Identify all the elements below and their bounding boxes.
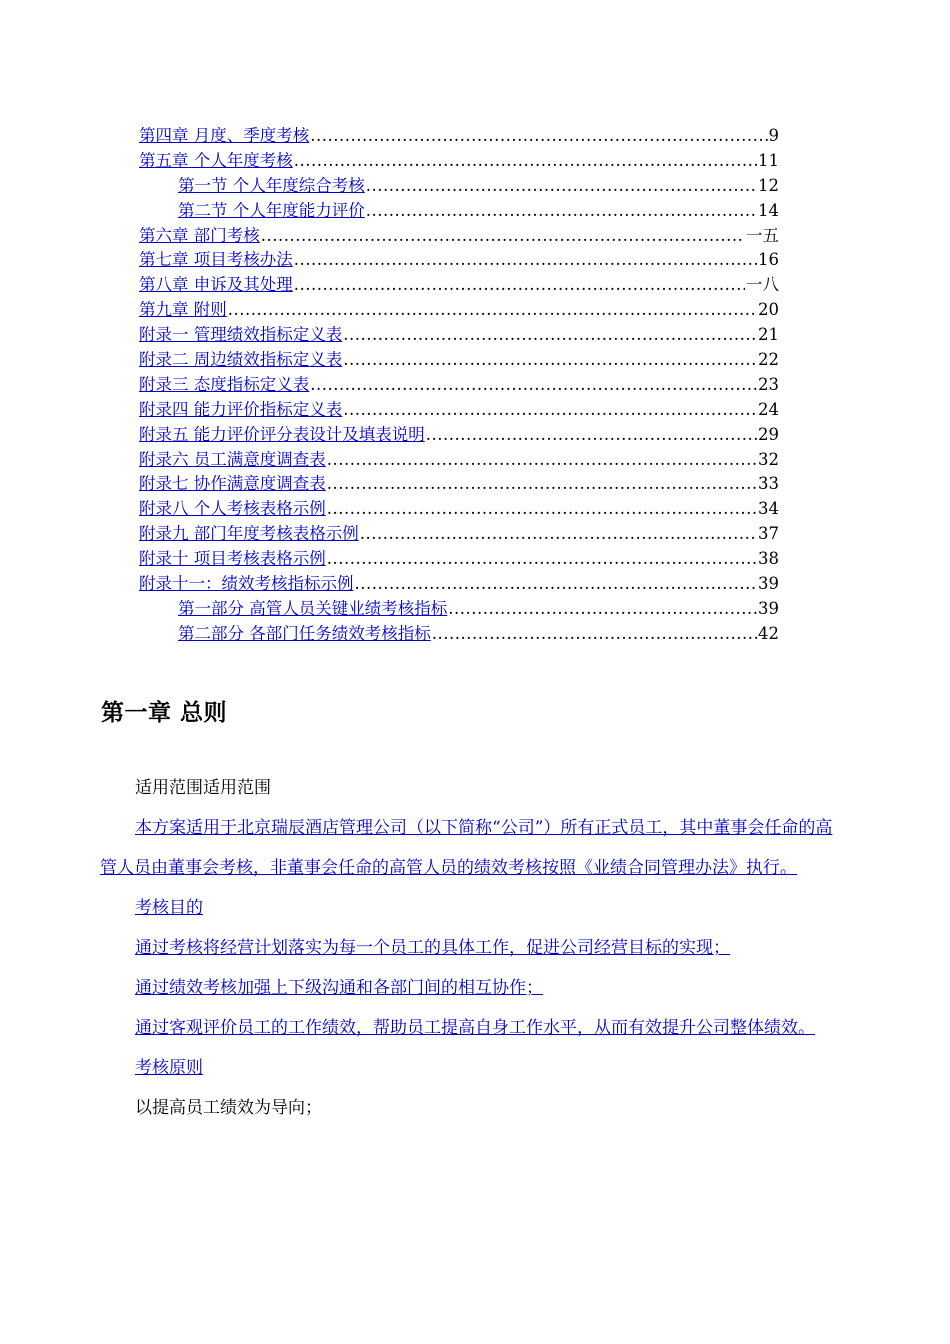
toc-entry-page: 20: [758, 300, 779, 320]
toc-entry-page: 16: [758, 250, 779, 270]
toc-entry-title[interactable]: 第一节 个人年度综合考核: [178, 175, 365, 195]
toc-entry[interactable]: [139, 273, 779, 298]
toc-entry[interactable]: [139, 323, 779, 348]
toc-leader-dots: [343, 323, 757, 348]
toc-entry-title[interactable]: 第四章 月度、季度考核: [139, 125, 310, 145]
toc-leader-dots: [426, 423, 757, 448]
toc-leader-dots: [294, 248, 757, 273]
toc-entry-page: 34: [758, 499, 779, 519]
table-of-contents: [139, 124, 779, 647]
toc-entry[interactable]: [139, 448, 779, 473]
toc-entry-page: 32: [758, 449, 779, 469]
toc-entry-title[interactable]: 第五章 个人年度考核: [139, 150, 293, 170]
toc-entry-title[interactable]: 附录四 能力评价指标定义表: [139, 399, 343, 419]
toc-leader-dots: [355, 572, 758, 597]
toc-entry-title[interactable]: 附录八 个人考核表格示例: [139, 499, 326, 519]
toc-entry-page: 38: [758, 549, 779, 569]
toc-entry[interactable]: [139, 572, 779, 597]
toc-entry-title[interactable]: 第八章 申诉及其处理: [139, 275, 293, 295]
scope-paragraph: [100, 808, 838, 888]
toc-leader-dots: [327, 448, 757, 473]
section-heading-scope: 适用范围适用范围: [135, 778, 271, 798]
toc-entry-title[interactable]: 第九章 附则: [139, 300, 227, 320]
toc-entry-title[interactable]: 第七章 项目考核办法: [139, 250, 293, 270]
toc-entry[interactable]: [139, 199, 779, 224]
purpose-item: 通过绩效考核加强上下级沟通和各部门间的相互协作；: [135, 978, 543, 998]
toc-entry-title[interactable]: 第二节 个人年度能力评价: [178, 200, 365, 220]
toc-entry-page: 23: [758, 374, 779, 394]
toc-leader-dots: [327, 547, 757, 572]
toc-entry-page: 42: [758, 623, 779, 643]
toc-entry-page: 12: [758, 175, 779, 195]
toc-entry-title[interactable]: 第一部分 高管人员关键业绩考核指标: [178, 598, 448, 618]
toc-entry[interactable]: [139, 174, 779, 199]
toc-entry[interactable]: [139, 298, 779, 323]
toc-leader-dots: [360, 522, 757, 547]
toc-entry-title[interactable]: 附录一 管理绩效指标定义表: [139, 325, 343, 345]
purpose-item: 通过考核将经营计划落实为每一个员工的具体工作，促进公司经营目标的实现；: [135, 938, 730, 958]
toc-entry[interactable]: [139, 622, 779, 647]
toc-entry-title[interactable]: 附录六 员工满意度调查表: [139, 449, 326, 469]
purpose-item: 通过客观评价员工的工作绩效，帮助员工提高自身工作水平，从而有效提升公司整体绩效。: [135, 1018, 815, 1038]
toc-entry[interactable]: [139, 224, 779, 249]
toc-entry[interactable]: [139, 497, 779, 522]
toc-leader-dots: [294, 149, 757, 174]
toc-leader-dots: [366, 174, 757, 199]
section-heading-purpose: 考核目的: [135, 898, 203, 918]
toc-entry[interactable]: [139, 149, 779, 174]
toc-entry-title[interactable]: 附录十 项目考核表格示例: [139, 549, 326, 569]
toc-entry[interactable]: [139, 248, 779, 273]
toc-entry-page: 39: [758, 598, 779, 618]
section-heading-principle: 考核原则: [135, 1058, 203, 1078]
toc-entry-page: 21: [758, 325, 779, 345]
toc-leader-dots: [228, 298, 757, 323]
toc-entry-title[interactable]: 附录十一：绩效考核指标示例: [139, 574, 354, 594]
toc-entry-page: 39: [758, 574, 779, 594]
toc-entry-title[interactable]: 附录二 周边绩效指标定义表: [139, 350, 343, 369]
toc-entry-title[interactable]: 附录五 能力评价评分表设计及填表说明: [139, 424, 425, 444]
toc-leader-dots: [327, 472, 757, 497]
toc-entry[interactable]: [139, 373, 779, 398]
toc-entry-page: 24: [758, 399, 779, 419]
toc-leader-dots: [261, 224, 745, 249]
toc-entry-page: 9: [768, 125, 779, 145]
toc-entry[interactable]: [139, 398, 779, 423]
toc-entry-title[interactable]: 附录三 态度指标定义表: [139, 374, 310, 394]
toc-entry-title[interactable]: 第六章 部门考核: [139, 225, 260, 245]
toc-entry-page: 33: [758, 474, 779, 494]
toc-leader-dots: [294, 273, 745, 298]
toc-entry[interactable]: [139, 522, 779, 547]
toc-entry-page: 22: [758, 350, 779, 369]
toc-entry-page: 一八: [746, 275, 779, 295]
toc-entry[interactable]: [139, 547, 779, 572]
toc-entry-title[interactable]: 附录九 部门年度考核表格示例: [139, 524, 359, 544]
toc-leader-dots: [310, 124, 767, 149]
toc-entry[interactable]: [139, 423, 779, 448]
principle-item: 以提高员工绩效为导向；: [135, 1098, 322, 1118]
toc-entry-title[interactable]: 第二部分 各部门任务绩效考核指标: [178, 623, 431, 643]
toc-entry[interactable]: [139, 348, 779, 373]
toc-entry-page: 14: [758, 200, 779, 220]
scope-text[interactable]: 本方案适用于北京瑞辰酒店管理公司（以下简称“公司”）所有正式员工，其中董事会任命的高管人员由董事会考核，非董事会任命的高管人员的绩效考核按照《业绩合同管理办法》执行。: [100, 818, 833, 878]
toc-entry[interactable]: [139, 472, 779, 497]
toc-leader-dots: [327, 497, 757, 522]
chapter-title: 第一章 总则: [101, 700, 228, 726]
toc-entry-page: 一五: [746, 225, 779, 245]
toc-entry[interactable]: [139, 597, 779, 622]
toc-entry-title[interactable]: 附录七 协作满意度调查表: [139, 474, 326, 494]
toc-leader-dots: [343, 398, 757, 423]
section-scope: [100, 768, 838, 1128]
toc-leader-dots: [310, 373, 757, 398]
toc-entry[interactable]: [139, 124, 779, 149]
toc-entry-page: 11: [758, 150, 779, 170]
toc-leader-dots: [343, 348, 757, 373]
toc-leader-dots: [432, 622, 757, 647]
toc-leader-dots: [366, 199, 757, 224]
toc-entry-page: 29: [758, 424, 779, 444]
toc-entry-page: 37: [758, 524, 779, 544]
toc-leader-dots: [448, 597, 757, 622]
